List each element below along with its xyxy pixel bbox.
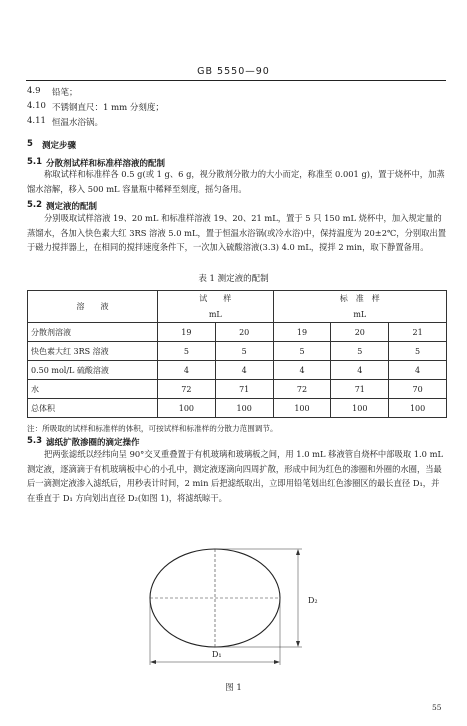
- cell-value: 5: [389, 342, 447, 361]
- cell-value: 5: [273, 342, 331, 361]
- cell-value: 4: [331, 361, 389, 380]
- section-5-1-number: 5.1: [27, 157, 43, 167]
- d1-label: D₁: [212, 650, 222, 659]
- section-5-1-body: 称取试样和标准样各 0.5 g(或 1 g、6 g，视分散剂分散力的大小而定，称准至 0.001 g)，置于烧杯中，加蒸馏水溶解，移入 500 mL 容量瓶中稀释至刻度，摇匀备用。: [27, 169, 445, 194]
- item-4-10-text: 不锈钢直尺：1 mm 分刻度；: [52, 103, 164, 113]
- row-label: 快色素大红 3RS 溶液: [28, 342, 158, 361]
- section-5-3-body: 把两张滤纸以经纬向呈 90°交叉重叠置于有机玻璃和玻璃板之间，用 1.0 mL 移液管自烧杯中部吸取 1.0 mL 测定液，逐滴滴于有机玻璃板中心的小孔中，测定液逐滴向四周扩散，形成中间为红色的渗圈和外圈的水圈，当最后一滴测定液渗入滤纸后，用秒表计时间，2 min 后把滤纸取出，立即用铅笔划出红色渗圈区的最长直径 D₁，并在垂直于 D₁ 方向划出直径 D₂(如图 1)，将滤纸晾干。: [27, 449, 443, 503]
- page-number: 55: [432, 703, 442, 712]
- table-row: [28, 342, 447, 361]
- cell-value: 100: [331, 399, 389, 418]
- header-standard: 标 准 样: [273, 291, 446, 307]
- cell-value: 100: [215, 399, 273, 418]
- table-header-row: [28, 291, 447, 307]
- cell-value: 21: [389, 323, 447, 342]
- cell-value: 72: [273, 380, 331, 399]
- row-label: 分散剂溶液: [28, 323, 158, 342]
- figure-1-caption: 图 1: [225, 683, 242, 693]
- header-standard-unit: mL: [273, 307, 446, 323]
- cell-value: 100: [273, 399, 331, 418]
- solution-preparation-table: [27, 290, 447, 418]
- cell-value: 71: [331, 380, 389, 399]
- standard-header: GB 5550—90: [197, 66, 270, 77]
- item-4-11-text: 恒温水浴锅。: [52, 118, 104, 128]
- section-5-2-title: 测定液的配制: [46, 202, 98, 212]
- header-solution: 溶 液: [28, 291, 158, 323]
- arrowhead-icon: [296, 641, 300, 647]
- table-row: [28, 399, 447, 418]
- cell-value: 19: [273, 323, 331, 342]
- filter-paper-diagram: [130, 545, 320, 671]
- arrowhead-icon: [274, 660, 280, 664]
- cell-value: 71: [215, 380, 273, 399]
- section-5-number: 5: [27, 139, 33, 149]
- row-label: 总体积: [28, 399, 158, 418]
- cell-value: 72: [158, 380, 216, 399]
- item-4-9-number: 4.9: [27, 86, 41, 96]
- table-row: [28, 323, 447, 342]
- cell-value: 5: [158, 342, 216, 361]
- cell-value: 5: [331, 342, 389, 361]
- header-sample: 试 样: [158, 291, 274, 307]
- cell-value: 100: [158, 399, 216, 418]
- row-label: 水: [28, 380, 158, 399]
- section-5-3-title: 滤纸扩散渗圈的滴定操作: [46, 438, 140, 448]
- section-5-1-title: 分散剂试样和标准样溶液的配制: [46, 159, 166, 169]
- cell-value: 4: [215, 361, 273, 380]
- row-label: 0.50 mol/L 硫酸溶液: [28, 361, 158, 380]
- section-5-3-number: 5.3: [27, 436, 43, 446]
- cell-value: 5: [215, 342, 273, 361]
- cell-value: 70: [389, 380, 447, 399]
- cell-value: 19: [158, 323, 216, 342]
- table-row: [28, 380, 447, 399]
- cell-value: 20: [331, 323, 389, 342]
- cell-value: 4: [389, 361, 447, 380]
- table-1-caption: 表 1 测定液的配制: [198, 274, 269, 284]
- cell-value: 100: [389, 399, 447, 418]
- section-5-2-body: 分别吸取试样溶液 19、20 mL 和标准样溶液 19、20、21 mL，置于 5 只 150 mL 烧杯中，加入规定量的蒸馏水，各加入快色素大红 3RS 溶液 5.0 mL，置于恒温水浴锅(或冷水浴)中，保持温度为 20±2℃，分别取出置于磁力搅拌器上，在相同的搅拌速度条件下，一次加入硫酸溶液(3.3) 4.0 mL，搅拌 2 min，取下静置备用。: [27, 213, 447, 252]
- item-4-10-number: 4.10: [27, 101, 46, 111]
- arrowhead-icon: [150, 660, 156, 664]
- cell-value: 4: [158, 361, 216, 380]
- item-4-11-number: 4.11: [27, 116, 46, 126]
- item-4-9-text: 铅笔；: [52, 88, 78, 98]
- section-5-2-number: 5.2: [27, 200, 43, 210]
- table-row: [28, 361, 447, 380]
- header-sample-unit: mL: [158, 307, 274, 323]
- header-rule: [26, 80, 446, 81]
- cell-value: 4: [273, 361, 331, 380]
- cell-value: 20: [215, 323, 273, 342]
- arrowhead-icon: [296, 549, 300, 555]
- section-5-title: 测定步骤: [42, 141, 77, 151]
- table-note: 注：所吸取的试样和标准样的体积，可按试样和标准样的分散力范围调节。: [27, 424, 278, 433]
- d2-label: D₂: [308, 596, 318, 605]
